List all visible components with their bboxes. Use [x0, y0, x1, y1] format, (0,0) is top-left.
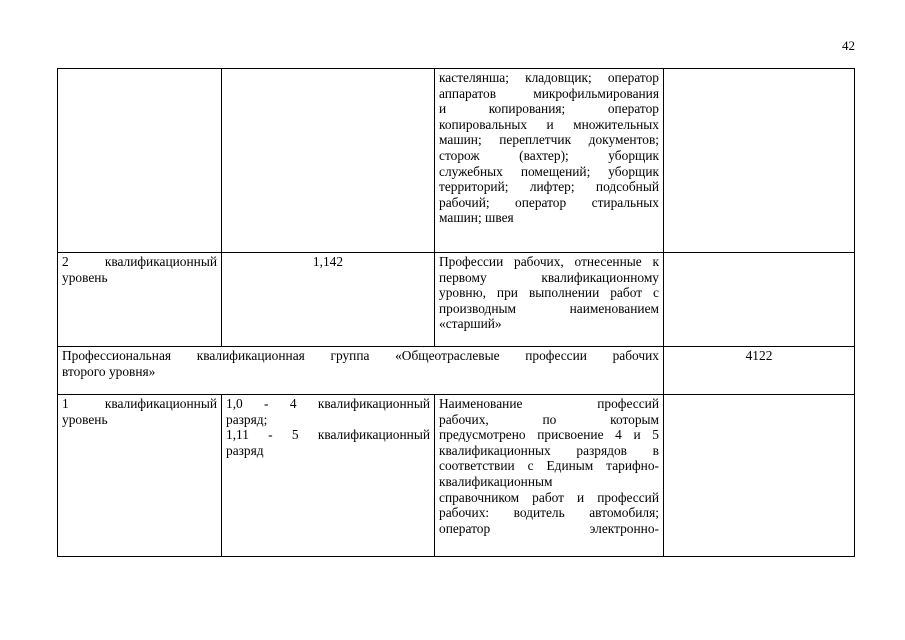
level-cell [58, 69, 222, 253]
group-header-row [58, 347, 855, 395]
code-cell [664, 69, 855, 253]
page-number: 42 [842, 38, 855, 53]
level-cell: 2 квалификационный уровень [58, 253, 222, 347]
code-cell [664, 253, 855, 347]
table-row [58, 69, 855, 253]
professions-cell: Наименование профессий рабочих, по которым предусмотрено присвоение 4 и 5 квалификационных разрядов в соответствии с Единым тарифно- квалификационным справочником работ и профессий рабочих: водитель автомобиля; оператор электронно- [435, 395, 664, 557]
coefficient-cell: 1,0 - 4 квалификационный разряд; 1,11 - 5 квалификационный разряд [222, 395, 435, 557]
code-cell [664, 395, 855, 557]
level-cell: 1 квалификационный уровень [58, 395, 222, 557]
professions-cell: Профессии рабочих, отнесенные к первому квалификационному уровню, при выполнении работ с производным наименованием «старший» [435, 253, 664, 347]
coefficient-cell [222, 69, 435, 253]
group-title-cell: Профессиональная квалификационная группа «Общеотраслевые профессии рабочих второго уровня» [58, 347, 664, 395]
table-row [58, 253, 855, 347]
professions-cell: кастелянша; кладовщик; оператор аппаратов микрофильмирования и копирования; оператор копировальных и множительных машин; переплетчик документов; сторож (вахтер); уборщик служебных помещений; уборщик территорий; лифтер; подсобный рабочий; оператор стиральных машин; швея [435, 69, 664, 253]
group-code-cell: 4122 [664, 347, 855, 395]
table-row [58, 395, 855, 557]
qualification-table [57, 68, 855, 557]
coefficient-cell: 1,142 [222, 253, 435, 347]
